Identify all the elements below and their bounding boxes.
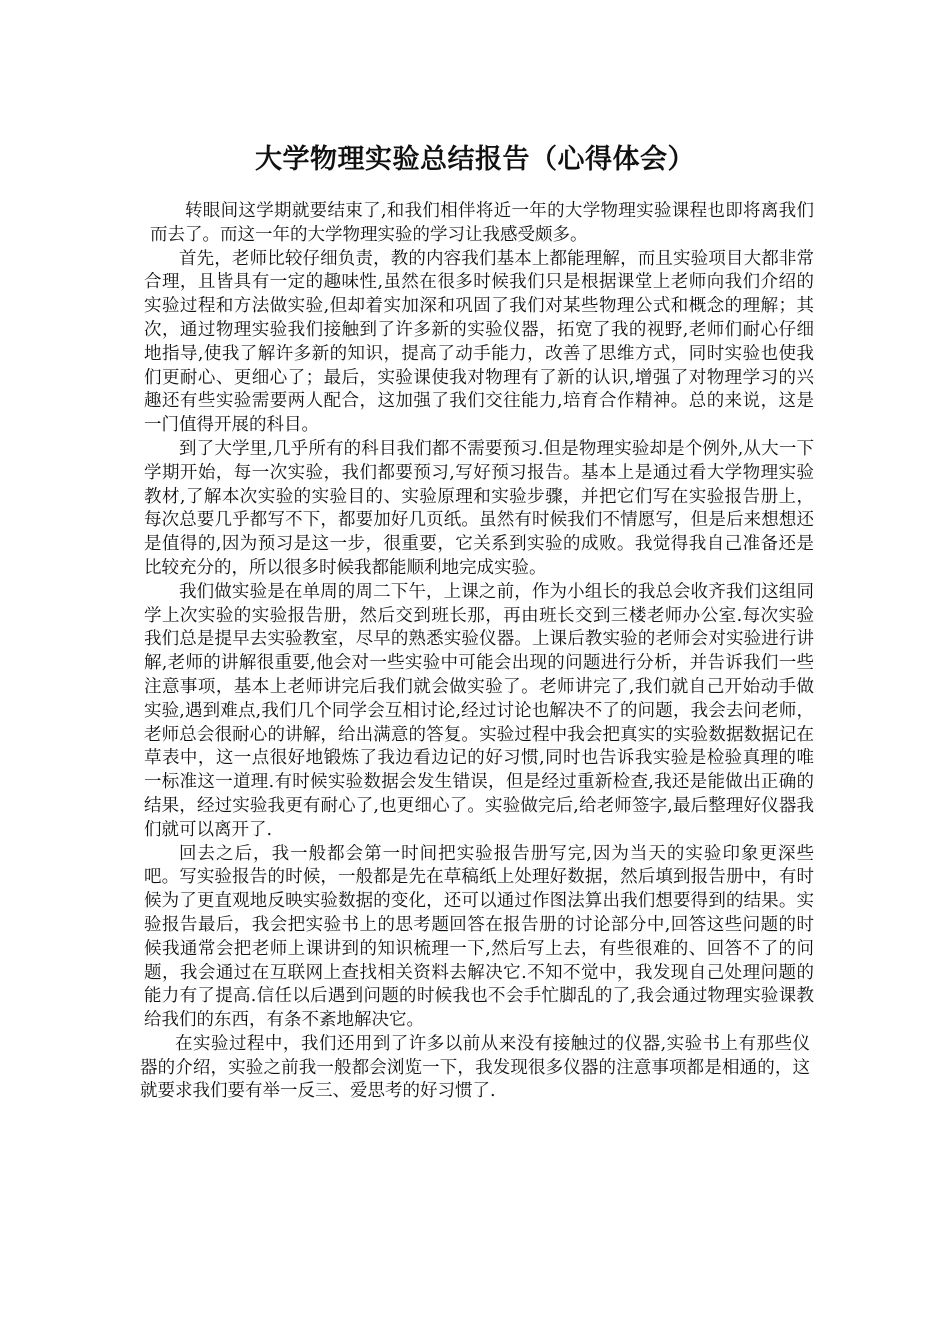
document-title: 大学物理实验总结报告（心得体会） bbox=[255, 144, 695, 175]
paragraph: 我们做实验是在单周的周二下午，上课之前，作为小组长的我总会收齐我们这组同学上次实验的实验报告册，然后交到班长那，再由班长交到三楼老师办公室.每次实验我们总是提早去实验教室，尽早的熟悉实验仪器。上课后教实验的老师会对实验进行讲解,老师的讲解很重要,他会对一些实验中可能会出现的问题进行分析，并告诉我们一些注意事项，基本上老师讲完后我们就会做实验了。老师讲完了,我们就自己开始动手做实验,遇到难点,我们几个同学会互相讨论,经过讨论也解决不了的问题，我会去问老师，老师总会很耐心的讲解，给出满意的答复。实验过程中我会把真实的实验数据数据记在草表中，这一点很好地锻炼了我边看边记的好习惯,同时也告诉我实验是检验真理的唯一标准这一道理.有时候实验数据会发生错误，但是经过重新检查,我还是能做出正确的结果，经过实验我更有耐心了,也更细心了。实验做完后,给老师签字,最后整理好仪器我们就可以离开了. bbox=[144, 581, 814, 840]
paragraph: 到了大学里,几乎所有的科目我们都不需要预习.但是物理实验却是个例外,从大一下学期开始，每一次实验，我们都要预习,写好预习报告。基本上是通过看大学物理实验教材,了解本次实验的实验目的、实验原理和实验步骤，并把它们写在实验报告册上，每次总要几乎都写不下，都要加好几页纸。虽然有时候我们不情愿写，但是后来想想还是值得的,因为预习是这一步，很重要，它关系到实验的成败。我觉得我自己准备还是比较充分的，所以很多时候我都能顺利地完成实验。 bbox=[144, 438, 814, 578]
paragraph: 转眼间这学期就要结束了,和我们相伴将近一年的大学物理实验课程也即将离我们而去了。而这一年的大学物理实验的学习让我感受颇多。 bbox=[150, 201, 814, 245]
paragraph: 首先，老师比较仔细负责，教的内容我们基本上都能理解，而且实验项目大都非常合理，且皆具有一定的趣味性,虽然在很多时候我们只是根据课堂上老师向我们介绍的实验过程和方法做实验,但却着实加深和巩固了我们对某些物理公式和概念的理解；其次，通过物理实验我们接触到了许多新的实验仪器，拓宽了我的视野,老师们耐心仔细地指导,使我了解许多新的知识，提高了动手能力，改善了思维方式，同时实验也使我们更耐心、更细心了；最后，实验课使我对物理有了新的认识,增强了对物理学习的兴趣还有些实验需要两人配合，这加强了我们交往能力,培育合作精神。总的来说，这是一门值得开展的科目。 bbox=[144, 248, 814, 436]
paragraph: 在实验过程中，我们还用到了许多以前从来没有接触过的仪器,实验书上有那些仪器的介绍，实验之前我一般都会浏览一下，我发现很多仪器的注意事项都是相通的，这就要求我们要有举一反三、爱思考的好习惯了. bbox=[140, 1033, 810, 1102]
document-body bbox=[140, 200, 814, 1104]
paragraph: 回去之后，我一般都会第一时间把实验报告册写完,因为当天的实验印象更深些吧。写实验报告的时候，一般都是先在草稿纸上处理好数据，然后填到报告册中，有时候为了更直观地反映实验数据的变化，还可以通过作图法算出我们想要得到的结果。实验报告最后，我会把实验书上的思考题回答在报告册的讨论部分中,回答这些问题的时候我通常会把老师上课讲到的知识梳理一下,然后写上去，有些很难的、回答不了的问题，我会通过在互联网上查找相关资料去解决它.不知不觉中，我发现自己处理问题的能力有了提高.信任以后遇到问题的时候我也不会手忙脚乱的了,我会通过物理实验课教给我们的东西，有条不紊地解决它。 bbox=[144, 843, 814, 1031]
